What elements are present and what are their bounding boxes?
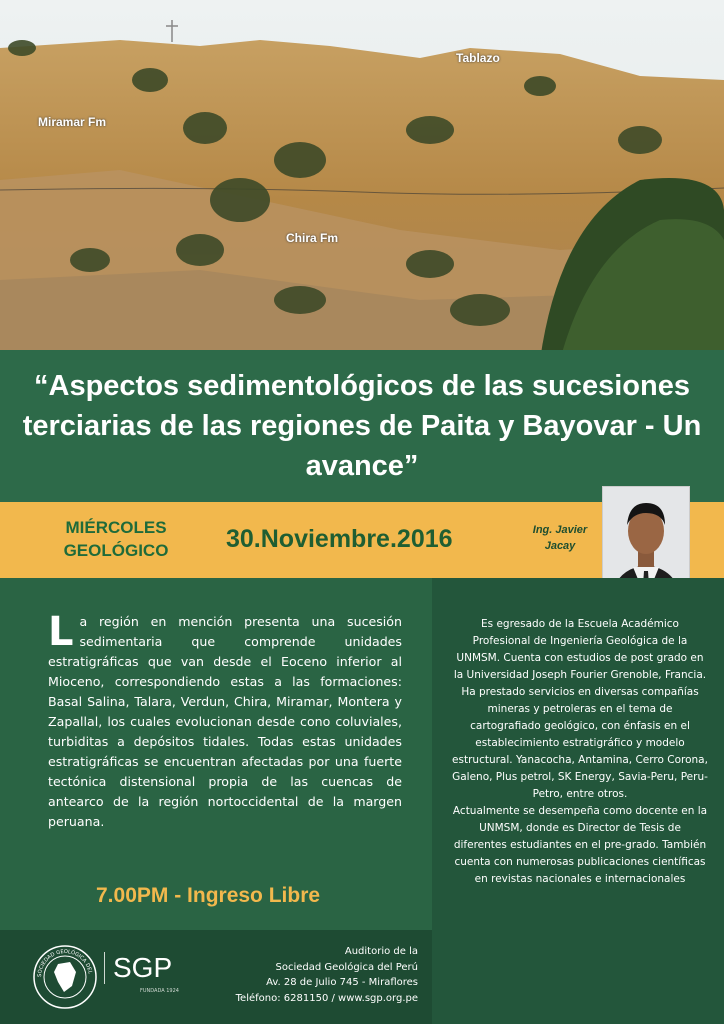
talk-title: “Aspectos sedimentológicos de las sucesiones terciarias de las regiones de Paita y Bayovar - Un avance”: [22, 370, 702, 482]
header-photo: [0, 0, 724, 360]
event-time: 7.00PM - Ingreso Libre: [96, 884, 321, 907]
speaker-bio: [452, 616, 708, 888]
seal-text: SOCIEDAD GEOLÓGICA DEL: [36, 948, 93, 978]
sgp-seal-logo: [32, 944, 98, 1010]
sgp-wordmark: SGP: [104, 952, 172, 984]
address-line-4[interactable]: Teléfono: 6281150 / www.sgp.org.pe: [235, 992, 418, 1004]
label-miramar: Miramar Fm: [38, 115, 107, 129]
speaker-name: [520, 522, 600, 554]
speaker-name-line1: Ing. Javier: [532, 524, 588, 536]
venue-address: [212, 944, 418, 1006]
address-line-1: Auditorio de la: [344, 946, 418, 957]
bio-paragraph-1: Es egresado de la Escuela Académico Profesional de Ingeniería Geológica de la UNMSM. Cuenta con estudios de post grado en la Universidad Joseph Fourier Grenoble, Francia. Ha prestado servicios en diversas compañías mineras y petroleras en el tema de cartografiado geológico, con énfasis en el establecimiento estratigráfico y modelo estructural. Yanacocha, Antamina, Cerro Corona, Galeno, Plus petrol, SK Energy, Savia-Peru, Peru-Petro, entre otros.: [452, 618, 708, 800]
label-chira: Chira Fm: [286, 231, 339, 245]
abstract-body: a región en mención presenta una sucesión sedimentaria que comprende unidades estratigráficas que van desde el Eoceno inferior al Mioceno, correspondiendo estas a las formaciones: Basal Salina, Talara, Verdun, Chira, Miramar, Montera y Zapallal, los cuales evolucionan desde cono coluviales, turbiditas a depósitos tidales. Todas estas unidades estratigráficas se encuentran afectadas por una fuerte tectónica distensional propia de las cuencas de antearco de la región nortoccidental de la margen peruana.: [48, 614, 402, 829]
event-name-line2: GEOLÓGICO: [63, 541, 169, 560]
label-tablazo: Tablazo: [456, 51, 500, 65]
abstract-dropcap: L: [48, 609, 74, 655]
event-name: [46, 516, 186, 562]
address-line-2: Sociedad Geológica del Perú: [275, 961, 418, 973]
abstract-text: [48, 609, 402, 832]
sgp-founded: FUNDADA 1924: [140, 988, 179, 994]
speaker-name-line2: Jacay: [544, 540, 576, 552]
event-date: 30.Noviembre.2016: [226, 525, 453, 553]
bio-paragraph-2: Actualmente se desempeña como docente en la UNMSM, donde es Director de Tesis de diferentes estudiantes en el pre-grado. También cuenta con numerosas publicaciones científicas en revistas nacionales e internacionales: [452, 805, 708, 885]
address-line-3: Av. 28 de Julio 745 - Miraflores: [266, 977, 418, 988]
landscape-illustration: [0, 0, 724, 360]
event-name-line1: MIÉRCOLES: [65, 518, 167, 537]
